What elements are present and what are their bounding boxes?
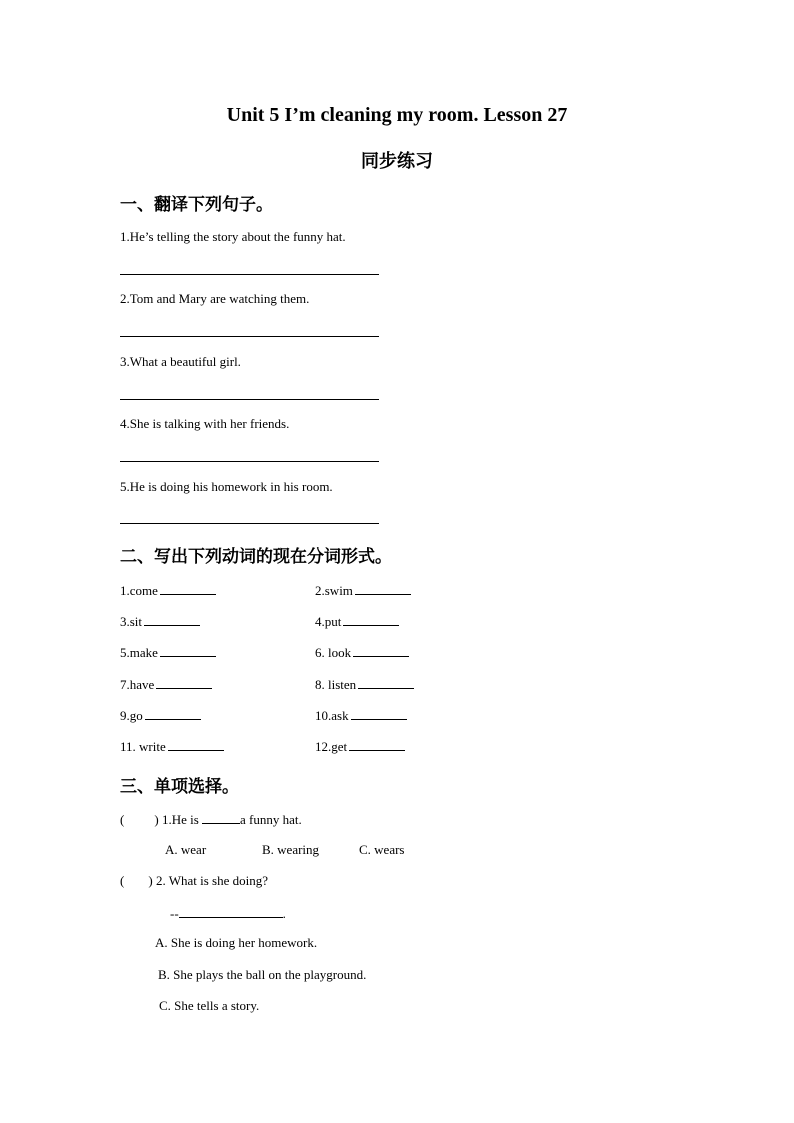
question-1-stem-suffix: a funny hat. bbox=[240, 812, 302, 827]
page-subtitle: 同步练习 bbox=[361, 151, 433, 172]
translate-sentence-4: 4.She is talking with her friends. bbox=[120, 416, 290, 431]
verb-item-5 bbox=[120, 644, 216, 661]
translate-answer-line-2[interactable] bbox=[120, 336, 379, 337]
verb-label: 6. look bbox=[315, 645, 352, 660]
verb-item-2 bbox=[315, 582, 411, 599]
translate-sentence-5: 5.He is doing his homework in his room. bbox=[120, 479, 333, 494]
verb-blank[interactable] bbox=[160, 582, 216, 595]
verb-label: 11. write bbox=[120, 739, 166, 754]
verb-item-12 bbox=[315, 738, 405, 755]
question-1 bbox=[120, 811, 302, 828]
question-2-option-a: A. She is doing her homework. bbox=[155, 935, 318, 950]
verb-label: 1.come bbox=[120, 583, 158, 598]
answer-paren-close: ) bbox=[148, 873, 153, 888]
question-2-option-c: C. She tells a story. bbox=[159, 998, 260, 1013]
verb-item-9 bbox=[120, 707, 201, 724]
answer-paren-close: ) bbox=[154, 812, 159, 827]
verb-label: 4.put bbox=[315, 614, 342, 629]
verb-item-8 bbox=[315, 676, 414, 693]
question-1-option-c: C. wears bbox=[359, 842, 405, 857]
verb-item-3 bbox=[120, 613, 200, 630]
verb-blank[interactable] bbox=[343, 613, 399, 626]
verb-label: 12.get bbox=[315, 739, 348, 754]
translate-sentence-1: 1.He’s telling the story about the funny hat. bbox=[120, 229, 346, 244]
question-2-blank[interactable] bbox=[179, 905, 283, 918]
verb-blank[interactable] bbox=[156, 676, 212, 689]
page-title: Unit 5 I’m cleaning my room. Lesson 27 bbox=[226, 104, 568, 126]
question-1-blank[interactable] bbox=[202, 811, 240, 824]
verb-blank[interactable] bbox=[355, 582, 411, 595]
translate-sentence-3: 3.What a beautiful girl. bbox=[120, 354, 241, 369]
translate-answer-line-3[interactable] bbox=[120, 399, 379, 400]
verb-label: 8. listen bbox=[315, 677, 357, 692]
question-1-stem-prefix: 1.He is bbox=[161, 812, 199, 827]
verb-blank[interactable] bbox=[349, 738, 405, 751]
question-2-answer bbox=[170, 905, 286, 922]
verb-label: 7.have bbox=[120, 677, 155, 692]
verb-blank[interactable] bbox=[160, 644, 216, 657]
verb-blank[interactable] bbox=[168, 738, 224, 751]
verb-blank[interactable] bbox=[145, 707, 201, 720]
translate-answer-line-5[interactable] bbox=[120, 523, 379, 524]
verb-item-6 bbox=[315, 644, 409, 661]
verb-label: 10.ask bbox=[315, 708, 349, 723]
verb-blank[interactable] bbox=[351, 707, 407, 720]
question-2-option-b: B. She plays the ball on the playground. bbox=[158, 967, 367, 982]
question-2-answer-suffix: . bbox=[282, 906, 286, 921]
section3-heading: 三、单项选择。 bbox=[120, 777, 239, 797]
section1-heading: 一、翻译下列句子。 bbox=[120, 195, 273, 215]
question-2 bbox=[120, 873, 268, 889]
verb-label: 3.sit bbox=[120, 614, 143, 629]
question-1-option-a: A. wear bbox=[165, 842, 207, 857]
verb-label: 5.make bbox=[120, 645, 158, 660]
verb-blank[interactable] bbox=[144, 613, 200, 626]
verb-blank[interactable] bbox=[358, 676, 414, 689]
question-2-answer-prefix: -- bbox=[170, 906, 179, 921]
section2-heading: 二、写出下列动词的现在分词形式。 bbox=[120, 547, 392, 567]
verb-item-11 bbox=[120, 738, 224, 755]
verb-blank[interactable] bbox=[353, 644, 409, 657]
verb-label: 2.swim bbox=[315, 583, 353, 598]
question-2-stem: 2. What is she doing? bbox=[155, 873, 268, 888]
verb-item-4 bbox=[315, 613, 399, 630]
answer-paren-open: ( bbox=[120, 812, 125, 827]
verb-item-10 bbox=[315, 707, 407, 724]
verb-item-7 bbox=[120, 676, 212, 693]
verb-item-1 bbox=[120, 582, 216, 599]
answer-paren-open: ( bbox=[120, 873, 125, 888]
verb-label: 9.go bbox=[120, 708, 143, 723]
question-1-option-b: B. wearing bbox=[262, 842, 320, 857]
translate-answer-line-4[interactable] bbox=[120, 461, 379, 462]
translate-answer-line-1[interactable] bbox=[120, 274, 379, 275]
translate-sentence-2: 2.Tom and Mary are watching them. bbox=[120, 291, 310, 306]
